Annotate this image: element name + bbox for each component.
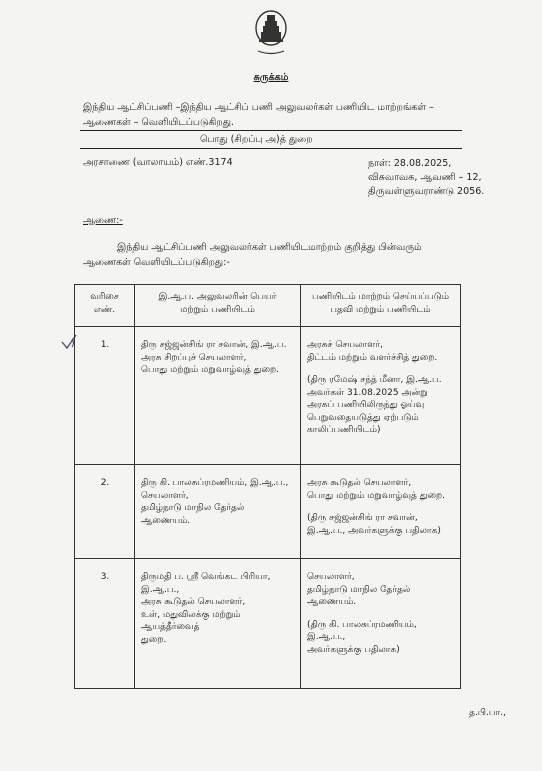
subject-text: இந்திய ஆட்சிப்பணி –இந்திய ஆட்சிப் பணி அலுவலர்கள் பணியிட மாற்றங்கள் – ஆணைகள் – வெளியிடப்படுகிறது. <box>83 102 434 128</box>
new-posting-details: அரசுச் செயலாளர், திட்டம் மற்றும் வளர்ச்சித் துறை. (திரு ரமேஷ் சந்த் மீனா, இ.ஆ.ப. அவர்கள் 31.08.2025 அன்று அரசுப் பணியிலிருந்து ஓய்வு பெறுவதையடுத்து ஏற்படும் காலிப்பணியிடம்) <box>301 327 461 465</box>
serial-number: 3. <box>75 559 135 689</box>
continued-overleaf: த.பி.பா., <box>469 708 506 718</box>
divider-top <box>80 130 462 131</box>
tamil-month-line: விசுவாவசு, ஆவணி – 12, <box>368 172 482 183</box>
header-officer-name: இ.ஆ.ப. அலுவலரின் பெயர் மற்றும் பணியிடம் <box>135 285 301 327</box>
department-name: பொது (சிறப்பு அ)த் துறை <box>200 134 313 145</box>
new-posting-details: செயலாளர், தமிழ்நாடு மாநில தேர்தல் ஆணையம். (திரு கி. பாலசுப்ரமணியம், இ.ஆ.ப., அவர்களுக்கு பதிலாக) <box>301 559 461 689</box>
order-paragraph <box>83 240 458 270</box>
table-row <box>75 559 461 689</box>
officer-details: திருமதி ப. ஸ்ரீ வெங்கட பிரியா, இ.ஆ.ப., அரசு கூடுதல் செயலாளர், உள், மதுவிலக்கு மற்றும் ஆயத்தீர்வைத் துறை. <box>135 559 301 689</box>
officer-details: திரு சஜ்ஜன்சிங் ரா சவான், இ.ஆ.ப. அரசு சிறப்புச் செயலாளர், பொது மற்றும் மறுவாழ்வுத் துறை. <box>135 327 301 465</box>
table-row <box>75 327 461 465</box>
go-number: அரசாணை (வாலாயம்) எண்.3174 <box>83 157 233 168</box>
serial-number: 1. <box>75 327 135 465</box>
officer-details: திரு கி. பாலசுப்ரமணியம், இ.ஆ.ப., செயலாளர், தமிழ்நாடு மாநில தேர்தல் ஆணையம். <box>135 465 301 559</box>
serial-number: 2. <box>75 465 135 559</box>
order-heading: ஆணை:- <box>83 215 123 226</box>
transfer-orders-table <box>74 284 461 689</box>
header-new-posting: பணியிடம் மாற்றம் செய்யப்படும் பதவி மற்றும் பணியிடம் <box>301 285 461 327</box>
table-row <box>75 465 461 559</box>
header-serial-no: வரிசை எண். <box>75 285 135 327</box>
thiruvalluvar-year-line: திருவள்ளுவராண்டு 2056. <box>368 186 485 197</box>
date-line: நாள்: 28.08.2025, <box>368 158 452 169</box>
order-paragraph-text: இந்திய ஆட்சிப்பணி அலுவலர்கள் பணியிடமாற்றம் குறித்து பின்வரும் ஆணைகள் வெளியிடப்படுகிறது:- <box>83 242 422 268</box>
table-header-row <box>75 285 461 327</box>
divider-bottom <box>80 148 462 149</box>
document-title: சுருக்கம் <box>253 72 289 83</box>
new-posting-details: அரசு கூடுதல் செயலாளர், பொது மற்றும் மறுவாழ்வுத் துறை. (திரு சஜ்ஜன்சிங் ரா சவான், இ.ஆ.ப., அவர்களுக்கு பதிலாக) <box>301 465 461 559</box>
date-block <box>368 157 484 199</box>
state-emblem-icon <box>254 8 288 58</box>
